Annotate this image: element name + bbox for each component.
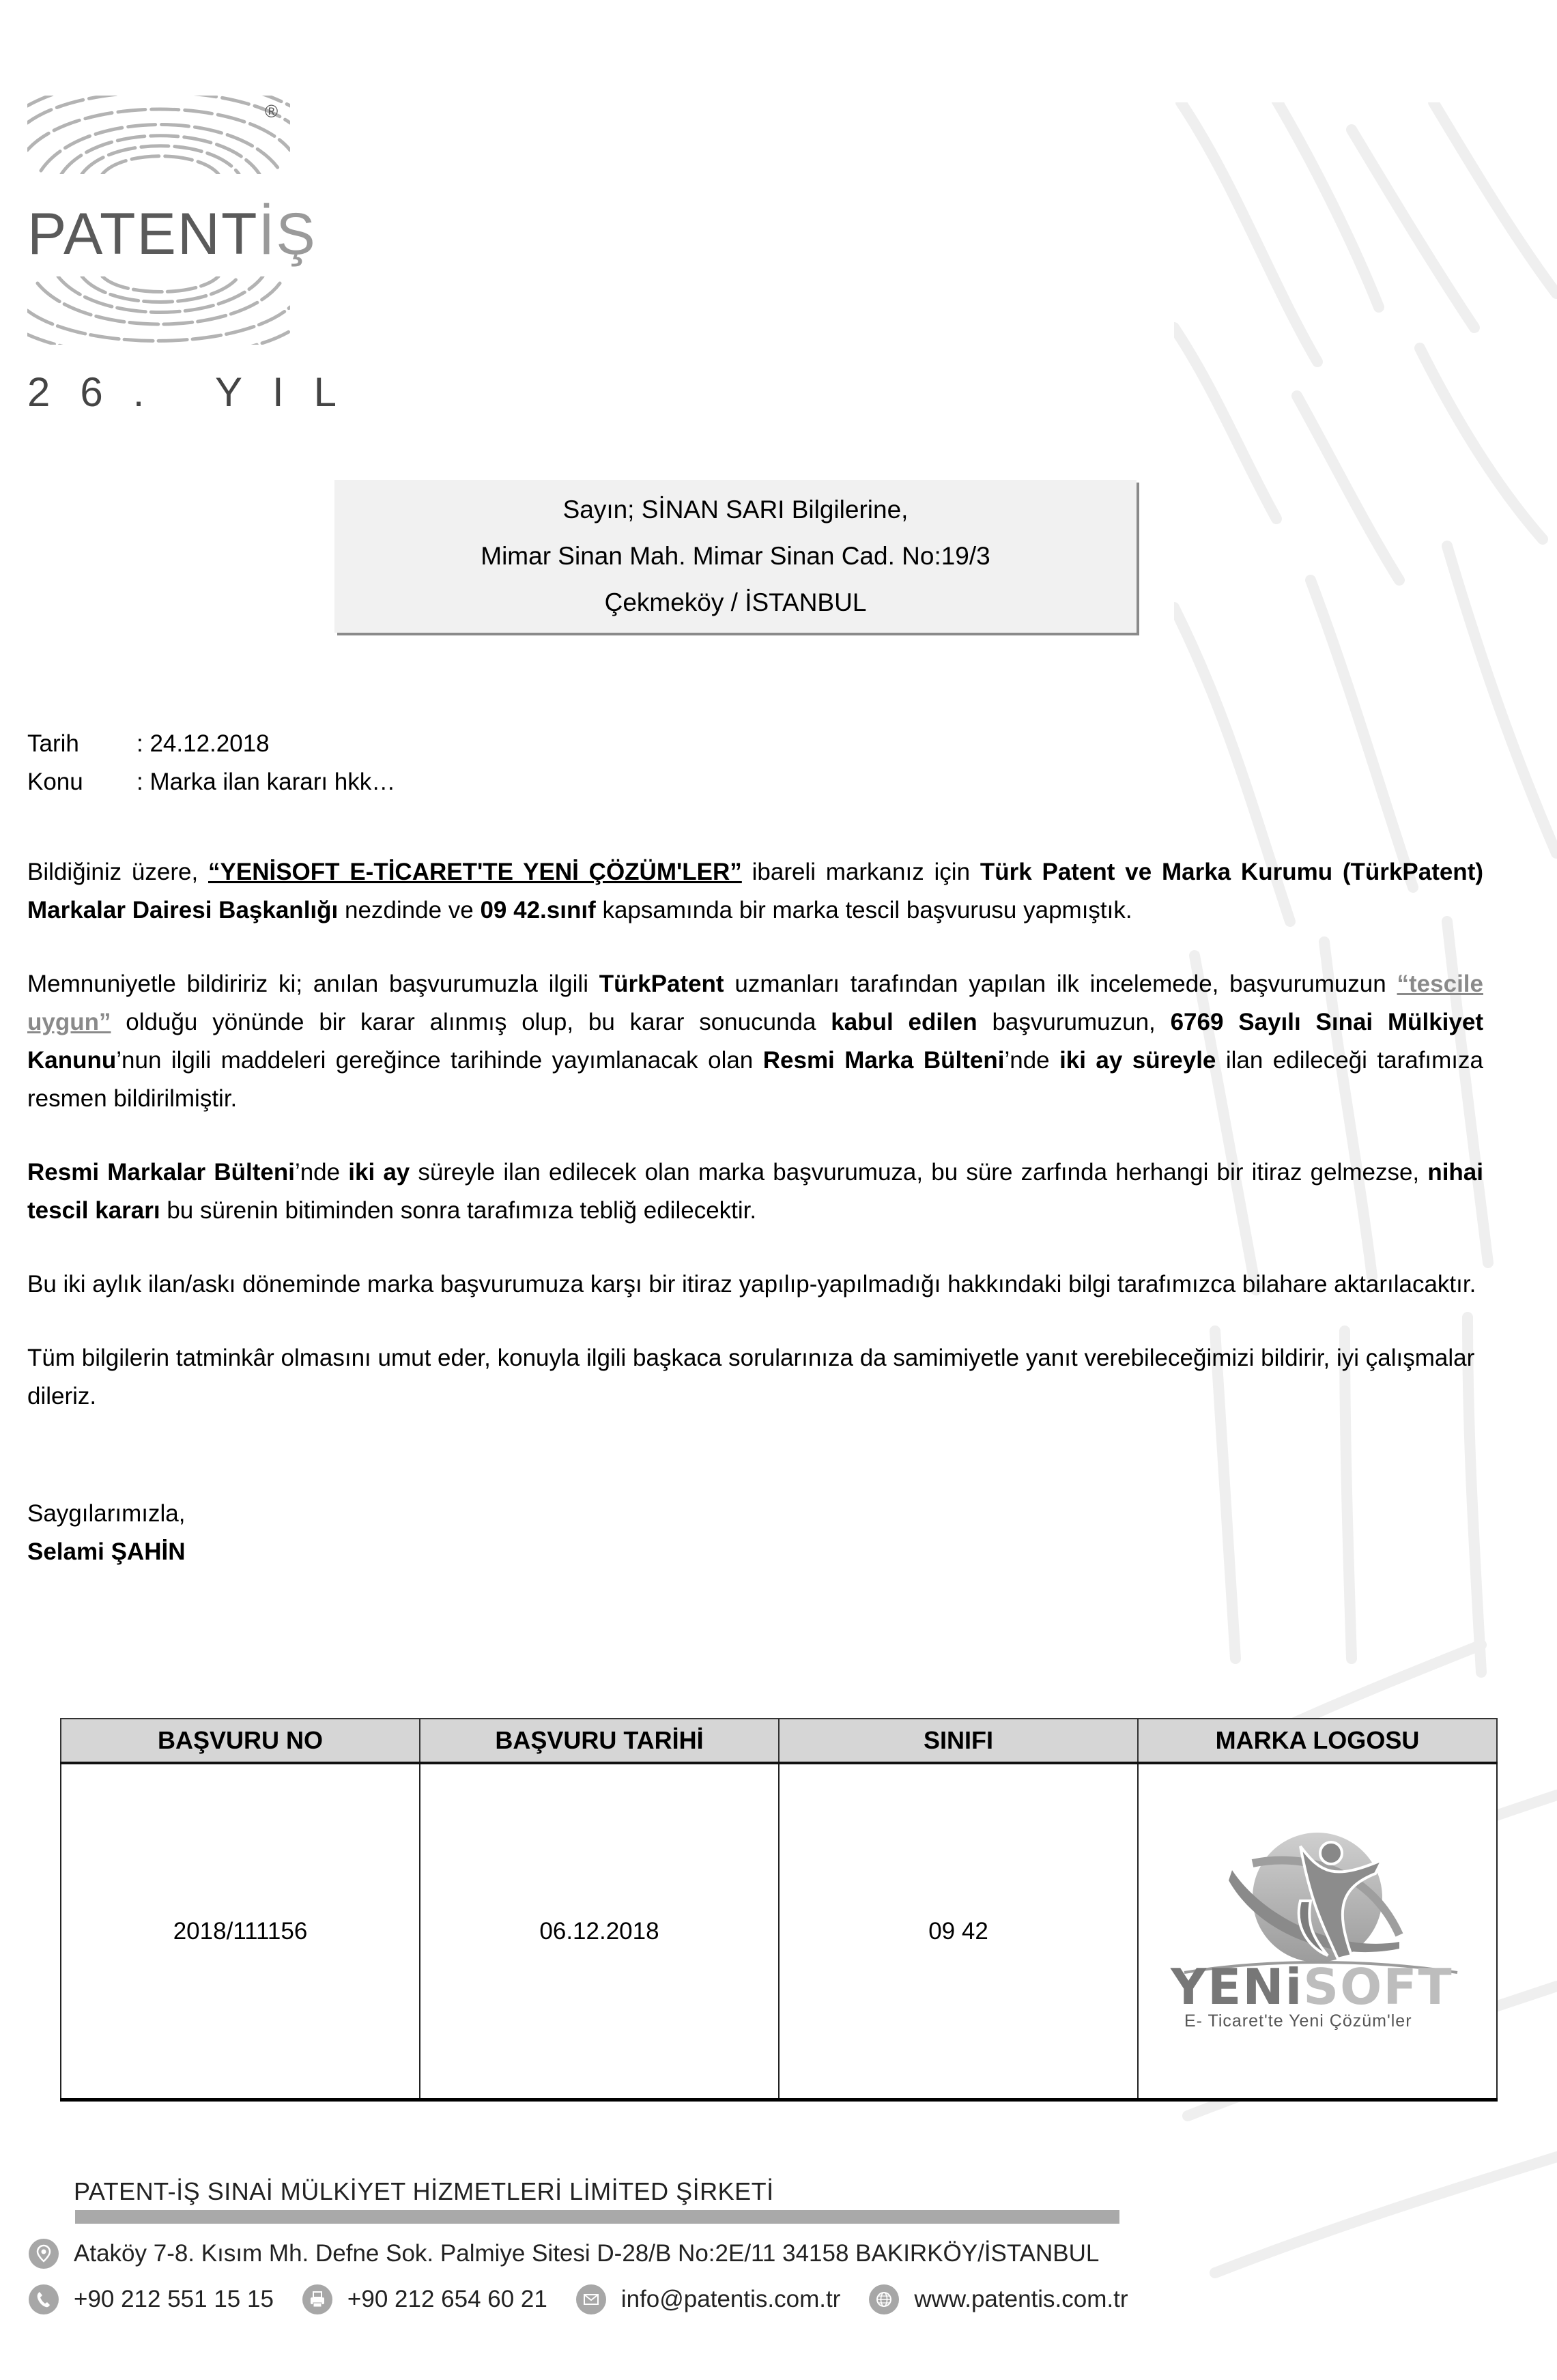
header-trademark-logo: MARKA LOGOSU (1138, 1719, 1497, 1763)
yenisoft-wordmark (1171, 1958, 1453, 2016)
fingerprint-bottom-graphic (27, 276, 290, 345)
duration: iki ay (348, 1159, 410, 1186)
trademark-logo-cell (1138, 1763, 1497, 2100)
date-value: : 24.12.2018 (137, 730, 270, 757)
class-cell: 09 42 (779, 1763, 1138, 2100)
recipient-street: Mimar Sinan Mah. Mimar Sinan Cad. No:19/3 (481, 542, 990, 570)
website-item (869, 2284, 1128, 2314)
text: ibareli markanız için (741, 859, 980, 885)
fax-icon (302, 2284, 332, 2314)
brand-name-main: PATENT (27, 201, 259, 267)
duration: iki ay süreyle (1059, 1047, 1216, 1074)
patentis-logo (27, 96, 367, 416)
fax-number[interactable]: +90 212 654 60 21 (347, 2286, 547, 2312)
paragraph-closing: Tüm bilgilerin tatminkâr olmasını umut eder, konuyla ilgili başkaca sorularınıza da samimiyetle yanıt verebileceğimizi bildirir, iyi çalışmalar dileriz. (27, 1345, 1475, 1409)
brand-name-accent: İŞ (258, 201, 317, 267)
letter-body (27, 853, 1483, 1451)
law-reference: 6769 Sayılı Sınai Mülkiyet Kanunu (27, 1009, 1483, 1074)
bold-text: kabul edilen (831, 1009, 977, 1035)
phone-icon (29, 2284, 59, 2314)
subject-label: Konu (27, 769, 83, 795)
header-application-date: BAŞVURU TARİHİ (420, 1719, 779, 1763)
signature-name: Selami ŞAHİN (27, 1538, 186, 1565)
table-row (61, 1763, 1497, 2100)
company-name: PATENT-İŞ SINAİ MÜLKİYET HİZMETLERİ LİMİTED ŞİRKETİ (74, 2177, 774, 2205)
bulletin-name: Resmi Markalar Bülteni (27, 1159, 295, 1186)
paragraph-opposition: Bu iki aylık ilan/askı döneminde marka başvurumuza karşı bir itiraz yapılıp-yapılmadığı hakkındaki bilgi tarafımızca bilahare aktarılacaktır. (27, 1271, 1476, 1297)
recipient-name: Sayın; SİNAN SARI Bilgilerine, (562, 496, 909, 524)
text: kapsamında bir marka tescil başvurusu yapmıştık. (595, 897, 1132, 923)
paragraph-application (27, 853, 1483, 930)
institution-name: Türk Patent ve Marka Kurumu (TürkPatent) Markalar Dairesi Başkanlığı (27, 859, 1483, 923)
contact-row (29, 2284, 1157, 2314)
text: olduğu yönünde bir karar alınmış olup, bu karar sonucunda (111, 1009, 831, 1035)
fax-item (302, 2284, 547, 2314)
email-item (576, 2284, 841, 2314)
application-no-cell: 2018/111156 (61, 1763, 420, 2100)
yenisoft-logo (1164, 1826, 1471, 2031)
text: ’nde (1004, 1047, 1060, 1074)
table-header-row (61, 1719, 1497, 1763)
final-decision: nihai tescil kararı (27, 1159, 1483, 1224)
text: bu sürenin bitiminden sonra tarafımıza tebliğ edilecektir. (160, 1197, 757, 1224)
bold-text: TürkPatent (599, 971, 724, 997)
text: Bildiğiniz üzere, (27, 859, 208, 885)
envelope-icon (576, 2284, 606, 2314)
subject-row (27, 763, 395, 801)
phone-item (29, 2284, 274, 2314)
paragraph-decision (27, 965, 1483, 1118)
class-numbers: 09 42.sınıf (480, 897, 596, 923)
bulletin-name: Resmi Marka Bülteni (762, 1047, 1005, 1074)
text: başvurumuzun, (977, 1009, 1171, 1035)
date-row (27, 725, 395, 763)
email-link[interactable]: info@patentis.com.tr (620, 2286, 841, 2312)
text: Memnuniyetle bildiririz ki; anılan başvurumuzla ilgili (27, 971, 599, 997)
text: ’nun ilgili maddeleri gereğince tarihinde yayımlanacak olan (116, 1047, 763, 1074)
header-application-no: BAŞVURU NO (61, 1719, 420, 1763)
anniversary-label: 26. YIL (27, 369, 367, 415)
brand-name (27, 201, 317, 267)
header-class: SINIFI (779, 1719, 1138, 1763)
website-link[interactable]: www.patentis.com.tr (914, 2286, 1128, 2312)
application-date-cell: 06.12.2018 (420, 1763, 779, 2100)
status-phrase: “tescile uygun” (27, 971, 1483, 1035)
location-pin-icon (29, 2239, 59, 2269)
application-table (60, 1718, 1498, 2102)
salutation: Saygılarımızla, (27, 1500, 186, 1527)
wordmark-part1: YENi (1171, 1958, 1304, 2016)
text: nezdinde ve (338, 897, 481, 923)
address-row (29, 2239, 1099, 2269)
trademark-name: “YENİSOFT E-TİCARET'TE YENİ ÇÖZÜM'LER” (208, 859, 742, 885)
letter-meta (27, 725, 395, 801)
fingerprint-top-graphic (27, 96, 290, 174)
text: uzmanları tarafından yapılan ilk incelemede, başvurumuzun (724, 971, 1397, 997)
subject-value: : Marka ilan kararı hkk… (137, 769, 396, 795)
table-double-rule (60, 2098, 1498, 2101)
text: süreyle ilan edilecek olan marka başvurumuza, bu süre zarfında herhangi bir itiraz gelmezse, (410, 1159, 1428, 1186)
text: ilan edileceği tarafımıza resmen bildirilmiştir. (27, 1047, 1483, 1112)
globe-icon (869, 2284, 899, 2314)
wordmark-part2: SOFT (1303, 1958, 1453, 2016)
recipient-address-box (334, 480, 1137, 633)
date-label: Tarih (27, 730, 79, 757)
closing (27, 1495, 185, 1571)
company-address: Ataköy 7-8. Kısım Mh. Defne Sok. Palmiye Sitesi D-28/B No:2E/11 34158 BAKIRKÖY/İSTANBUL (74, 2240, 1100, 2267)
phone-number[interactable]: +90 212 551 15 15 (74, 2286, 274, 2312)
paragraph-publication (27, 1153, 1483, 1230)
yenisoft-tagline: E- Ticaret'te Yeni Çözüm'ler (1184, 2011, 1412, 2031)
registered-trademark-symbol: ® (265, 101, 278, 121)
text: ’nde (294, 1159, 349, 1186)
recipient-city: Çekmeköy / İSTANBUL (604, 588, 867, 616)
footer-divider-bar (75, 2210, 1119, 2224)
